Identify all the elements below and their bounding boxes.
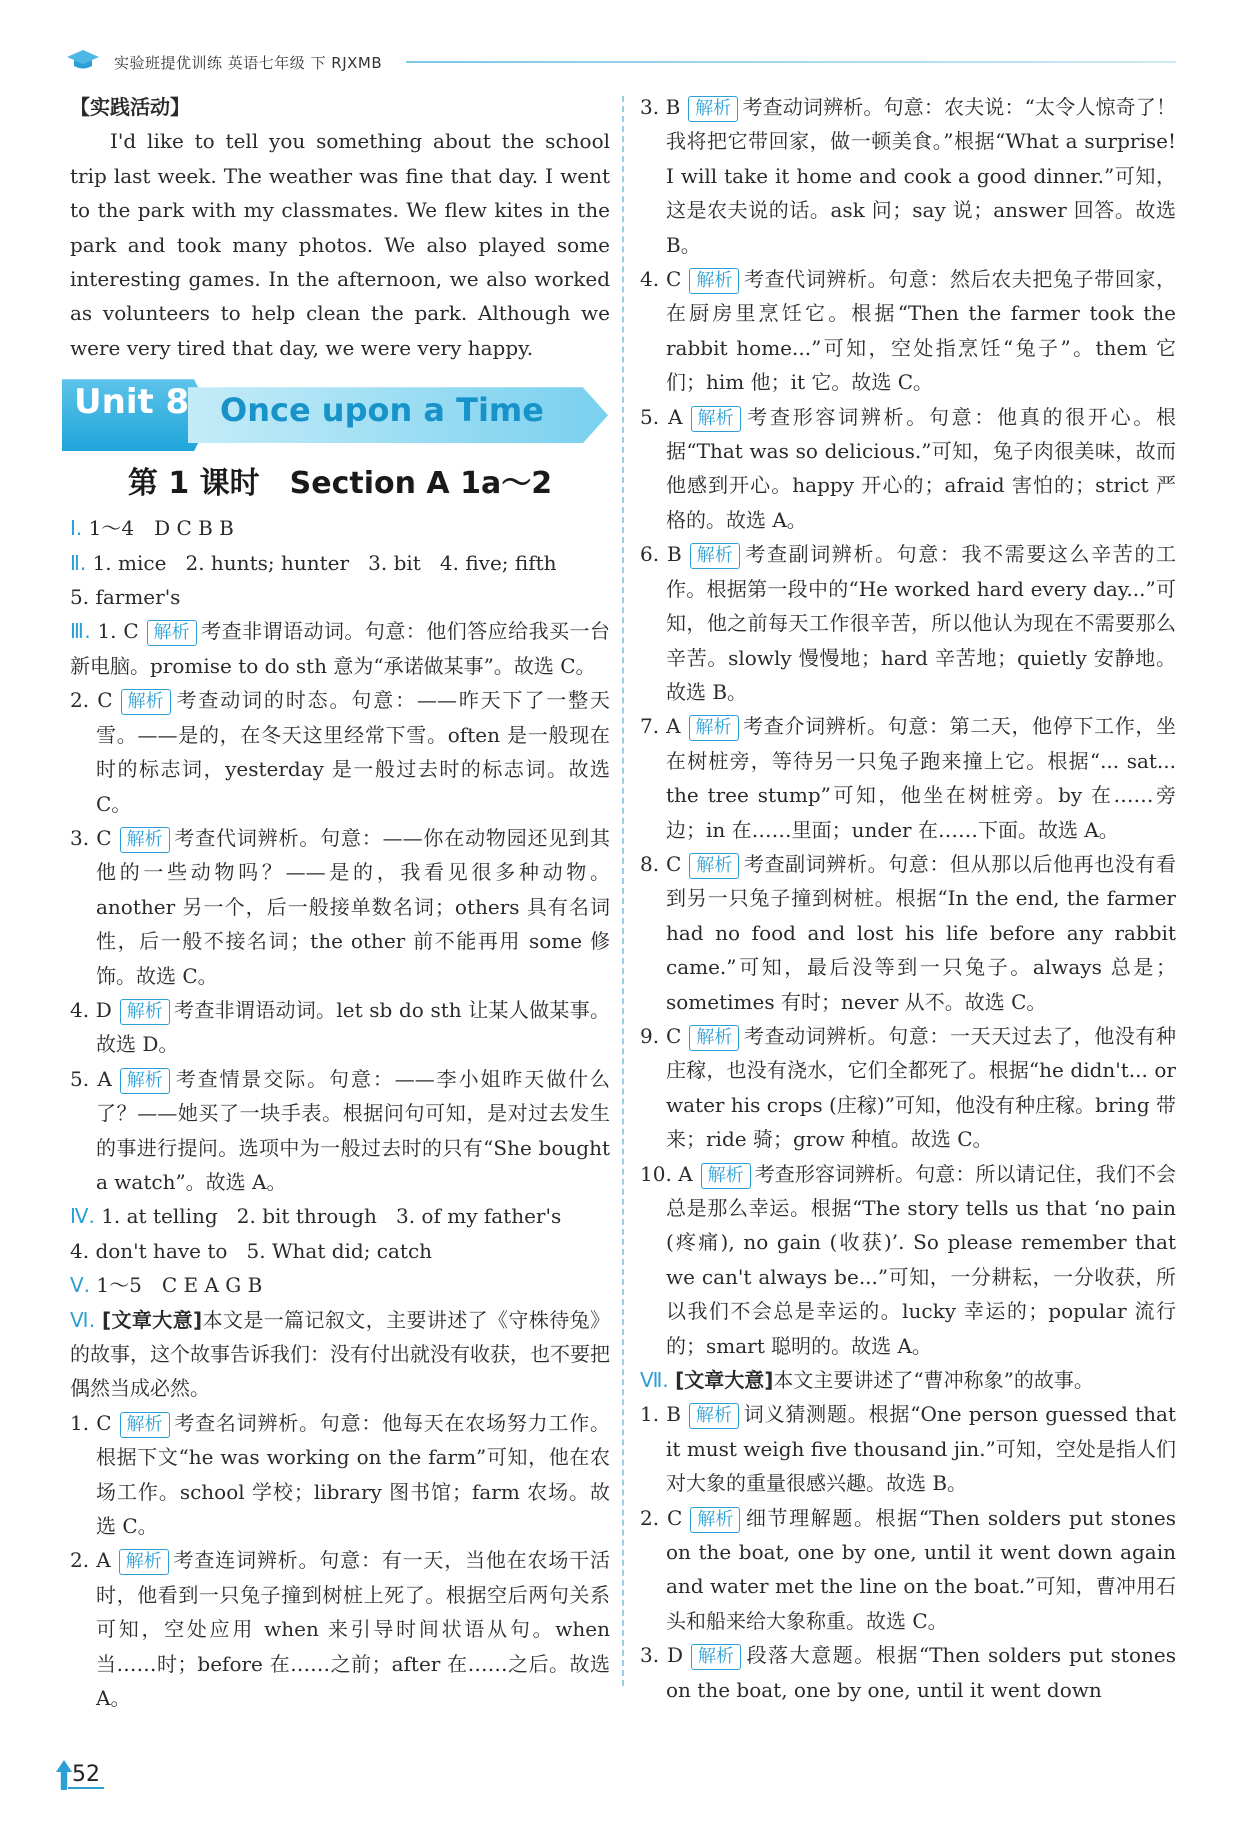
answer-item: 3. B 解析 考查动词辨析。句意：农夫说：“太令人惊奇了！我将把它带回家，做一顿美食。”根据“What a surprise! I will take it home and cook a good dinner.”可知，这是农夫说的话。ask 问；say 说；answer 回答。故选 B。	[640, 95, 1176, 257]
header-rule	[406, 61, 1176, 63]
answer-item: 2. C 解析 细节理解题。根据“Then solders put stones on the boat, one by one, until it went down again and water met the line on the boat.”可知，曹冲用石头和船来给大象称重。故选 C。	[640, 1505, 1176, 1633]
page-header	[66, 46, 1176, 74]
column-divider	[622, 96, 624, 1686]
practice-text: I'd like to tell you something about the school trip last week. The weather was fine that day. I went to the park with my classmates. We flew kites in the park and took many photos. We also played some interesting games. In the afternoon, we also worked as volunteers to help clean the park. Although we were very tired that day, we were very happy.	[70, 129, 610, 360]
page-number: 52	[56, 1760, 106, 1794]
answer-item: 5. A 解析 考查形容词辨析。句意：他真的很开心。根据“That was so delicious.”可知，兔子肉很美味，故而他感到开心。happy 开心的；afraid 害怕的；strict 严格的。故选 A。	[640, 404, 1176, 532]
graduation-cap-icon	[66, 48, 100, 72]
answer-item: 2. A 解析 考查连词辨析。句意：有一天，当他在农场干活时，他看到一只兔子撞到树桩上死了。根据空后两句关系可知，空处应用 when 来引导时间状语从句。when 当……时；before 在……之前；after 在……之后。故选 A。	[70, 1548, 611, 1711]
answer-item: 5. A 解析 考查情景交际。句意：——李小姐昨天做什么了？——她买了一块手表。根据问句可知，是对过去发生的事进行提问。选项中为一般过去时的只有“She bought a watch”。故选 A。	[70, 1066, 611, 1194]
answer-item: 4. C 解析 考查代词辨析。句意：然后农夫把兔子带回家，在厨房里烹饪它。根据“Then the farmer took the rabbit home...”可知，空处指烹饪“兔子”。them 它们；him 他；it 它。故选 C。	[640, 267, 1177, 395]
section-6-intro: Ⅵ. [文章大意]本文是一篇记叙文，主要讲述了《守株待兔》的故事，这个故事告诉我们：没有付出就没有收获，也不要把偶然当成必然。	[70, 1307, 610, 1401]
section-4: Ⅳ. 1. at telling 2. bit through 3. of my father's 4. don't have to 5. What did; catch	[70, 1204, 562, 1263]
right-column	[640, 90, 1176, 1707]
unit-banner	[70, 379, 610, 451]
lesson-title: 第 1 课时 Section A 1a～2	[127, 466, 553, 502]
answer-item: 1. C 解析 考查名词辨析。句意：他每天在农场努力工作。根据下文“he was working on the farm”可知，他在农场工作。school 学校；library 图书馆；farm 农场。故选 C。	[70, 1410, 610, 1539]
section-2: Ⅱ. 1. mice 2. hunts; hunter 3. bit 4. five; fifth 5. farmer's	[70, 550, 557, 610]
answer-item: 1. B 解析 词义猜测题。根据“One person guessed that it must weigh five thousand jin.”可知，空处是指人们对大象的重量很感兴趣。故选 B。	[640, 1402, 1177, 1496]
section-1: Ⅰ. 1～4 D C B B	[70, 516, 234, 541]
answer-item: 10. A 解析 考查形容词辨析。句意：所以请记住，我们不会总是那么幸运。根据“The story tells us that ‘no pain (疼痛), no gain (收获)’. So please remember that we can't always be...”可知，一分耕耘，一分收获，所以我们不会总是幸运的。lucky 幸运的；popular 流行的；smart 聪明的。故选 A。	[640, 1161, 1176, 1358]
unit-title: Once upon a Time	[220, 391, 544, 430]
answer-item: 2. C 解析 考查动词的时态。句意：——昨天下了一整天雪。——是的，在冬天这里经常下雪。often 是一般现在时的标志词，yesterday 是一般过去时的标志词。故选 C。	[70, 688, 610, 816]
left-column	[70, 90, 610, 1715]
answer-item: 7. A 解析 考查介词辨析。句意：第二天，他停下工作，坐在树桩旁，等待另一只兔子跑来撞上它。根据“... sat... the tree stump”可知，他坐在树桩旁。by 在……旁边；in 在……里面；under 在……下面。故选 A。	[640, 714, 1176, 842]
answer-item: 3. D 解析 段落大意题。根据“Then solders put stones on the boat, one by one, until it went down	[640, 1643, 1176, 1702]
practice-heading: 【实践活动】	[70, 95, 190, 119]
answer-item: 9. C 解析 考查动词辨析。句意：一天天过去了，他没有种庄稼，也没有浇水，它们全都死了。根据“he didn't... or water his crops (庄稼)”可知，他没有种庄稼。bring 带来；ride 骑；grow 种植。故选 C。	[640, 1023, 1177, 1152]
section-3-heading: Ⅲ. 1. C 解析 考查非谓语动词。句意：他们答应给我买一台新电脑。promise to do sth 意为“承诺做某事”。故选 C。	[70, 619, 611, 678]
answer-item: 4. D 解析 考查非谓语动词。let sb do sth 让某人做某事。故选 D。	[70, 997, 610, 1057]
section-7-intro: Ⅶ. [文章大意]本文主要讲述了“曹冲称象”的故事。	[640, 1368, 1094, 1393]
unit-label: Unit 8	[74, 382, 190, 423]
answer-item: 8. C 解析 考查副词辨析。句意：但从那以后他再也没有看到另一只兔子撞到树桩。根据“In the end, the farmer had no food and lost his life before any rabbit came.”可知，最后没等到一只兔子。always 总是；sometimes 有时；never 从不。故选 C。	[640, 851, 1177, 1014]
answer-item: 3. C 解析 考查代词辨析。句意：——你在动物园还见到其他的一些动物吗？——是的，我看见很多种动物。another 另一个，后一般接单数名词；others 具有名词性，后一般不接名词；the other 前不能再用 some 修饰。故选 C。	[70, 825, 611, 988]
header-title: 实验班提优训练 英语七年级 下 RJXMB	[114, 54, 383, 72]
answer-item: 6. B 解析 考查副词辨析。句意：我不需要这么辛苦的工作。根据第一段中的“He worked hard every day...”可知，他之前每天工作很辛苦，所以他认为现在不需要那么辛苦。slowly 慢慢地；hard 辛苦地；quietly 安静地。故选 B。	[640, 542, 1176, 704]
section-5: Ⅴ. 1～5 C E A G B	[70, 1273, 263, 1298]
